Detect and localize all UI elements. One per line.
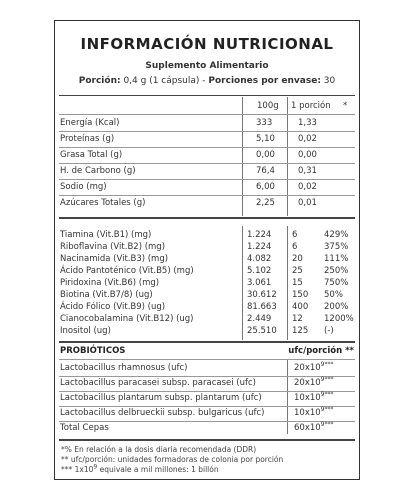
table-row [60,393,354,405]
value-portion: 1,33 [298,118,317,128]
value-portion: 0,01 [298,198,317,208]
value-100g: 5.102 [247,266,272,276]
value-100g: 30.612 [247,290,277,300]
probiotic-count: $20x10^{9***}$ [294,376,334,388]
value-pct: 50% [324,290,343,300]
table-row [60,118,354,130]
row-divider [59,147,355,148]
table-row [60,302,354,314]
value-portion: 0,31 [298,166,317,176]
probiotic-count: $60x10^{9***}$ [294,421,334,433]
probiotic-count: $20x10^{9***}$ [294,361,334,373]
value-pct: (-) [324,326,334,336]
value-portion: 15 [292,278,303,288]
servings-value: 30 [323,76,336,86]
nutrient-name: Nacinamida (Vit.B3) (mg) [60,254,169,264]
row-divider [59,421,355,422]
value-100g: 2.449 [247,314,272,324]
probiotic-name: Lactobacillus rhamnosus (ufc) [60,363,188,373]
row-divider [59,131,355,132]
value-100g: 76,4 [256,166,275,176]
value-100g: 1.224 [247,242,272,252]
footnote-ufc: ** ufc/porción: unidades formadoras de colonia por porción [61,455,284,464]
nutrient-name: Biotina (Vit.B7/8) (ug) [60,290,153,300]
portion-line: Porción: 0,4 g (1 cápsula) - Porciones por envase: 30 [78,76,336,86]
value-portion: 25 [292,266,303,276]
value-pct: 375% [324,242,349,252]
nutrient-name: Sodio (mg) [60,182,107,192]
value-portion: 150 [292,290,309,300]
table-row [60,408,354,420]
nutrition-label [54,20,360,480]
table-row [60,363,354,375]
nutrient-name: Energía (Kcal) [60,118,120,128]
servings-label: Porciones por envase: [208,76,321,86]
value-100g: 333 [256,118,273,128]
row-divider [59,195,355,196]
nutrient-name: Proteínas (g) [60,134,115,144]
section-divider [59,217,355,219]
value-portion: 125 [292,326,309,336]
nutrient-name: Cianocobalamina (Vit.B12) (ug) [60,314,194,324]
row-divider [59,359,355,360]
probiotic-count: $10x10^{9***}$ [294,391,334,403]
value-100g: 81.663 [247,302,277,312]
portion-value: 0,4 g (1 cápsula) [123,76,200,86]
nutrient-name: Ácido Fólico (Vit.B9) (ug) [60,302,166,312]
nutrient-name: Piridoxina (Vit.B6) (mg) [60,278,160,288]
nutrient-name: Ácido Pantoténico (Vit.B5) (mg) [60,266,194,276]
table-row [60,423,354,435]
table-row [60,290,354,302]
row-divider [59,114,355,115]
divider [59,95,355,96]
column-header-pct: * [343,101,348,111]
nutrient-name: Inositol (ug) [60,326,111,336]
value-100g: 3.061 [247,278,272,288]
nutrient-name: Azúcares Totales (g) [60,198,146,208]
value-portion: 6 [292,242,298,252]
probiotic-name: Lactobacillus paracasei subsp. paracasei (ufc) [60,378,256,388]
probiotic-name: Lactobacillus delbrueckii subsp. bulgaricus (ufc) [60,408,265,418]
table-row [60,198,354,210]
table-row [60,254,354,266]
value-100g: 2,25 [256,198,275,208]
footnote-ddr: *% En relación a la dosis diaria recomendada (DDR) [61,445,257,454]
probiotics-unit-heading: ufc/porción ** [288,346,354,356]
table-row [60,378,354,390]
value-portion: 400 [292,302,309,312]
table-row [60,278,354,290]
value-100g: 5,10 [256,134,275,144]
label-title: INFORMACIÓN NUTRICIONAL [80,35,334,53]
table-row [60,266,354,278]
table-row [60,182,354,194]
value-100g: 1.224 [247,230,272,240]
table-row [60,242,354,254]
probiotic-name: Total Cepas [60,423,109,433]
value-pct: 429% [324,230,349,240]
value-portion: 0,00 [298,150,317,160]
portion-label: Porción: [78,76,121,86]
section-divider [59,341,355,343]
nutrient-name: Grasa Total (g) [60,150,123,160]
value-100g: 25.510 [247,326,277,336]
table-row [60,230,354,242]
value-portion: 0,02 [298,182,317,192]
nutrient-name: H. de Carbono (g) [60,166,136,176]
value-pct: 1200% [324,314,354,324]
row-divider [59,163,355,164]
value-pct: 250% [324,266,349,276]
probiotic-count: $10x10^{9***}$ [294,406,334,418]
value-100g: 4.082 [247,254,272,264]
nutrient-name: Riboflavina (Vit.B2) (mg) [60,242,166,252]
column-header-portion: 1 porción [291,101,331,111]
column-header-100g: 100g [257,101,279,111]
value-100g: 0,00 [256,150,275,160]
nutrient-name: Tiamina (Vit.B1) (mg) [60,230,152,240]
label-subtitle: Suplemento Alimentario [145,61,269,71]
value-pct: 111% [324,254,349,264]
value-100g: 6,00 [256,182,275,192]
row-divider [59,179,355,180]
probiotic-name: Lactobacillus plantarum subsp. plantarum (ufc) [60,393,262,403]
table-row [60,314,354,326]
row-divider [59,406,355,407]
value-portion: 6 [292,230,298,240]
row-divider [59,376,355,377]
probiotics-heading: PROBIÓTICOS [60,346,126,356]
footnote-billion: *** $1x10^9$ equivale a mil millones: 1 billón [61,463,219,474]
value-portion: 12 [292,314,303,324]
table-row [60,166,354,178]
value-pct: 750% [324,278,349,288]
table-row [60,326,354,338]
section-divider [59,439,355,441]
value-pct: 200% [324,302,349,312]
table-row [60,150,354,162]
row-divider [59,391,355,392]
value-portion: 20 [292,254,303,264]
table-row [60,134,354,146]
value-portion: 0,02 [298,134,317,144]
